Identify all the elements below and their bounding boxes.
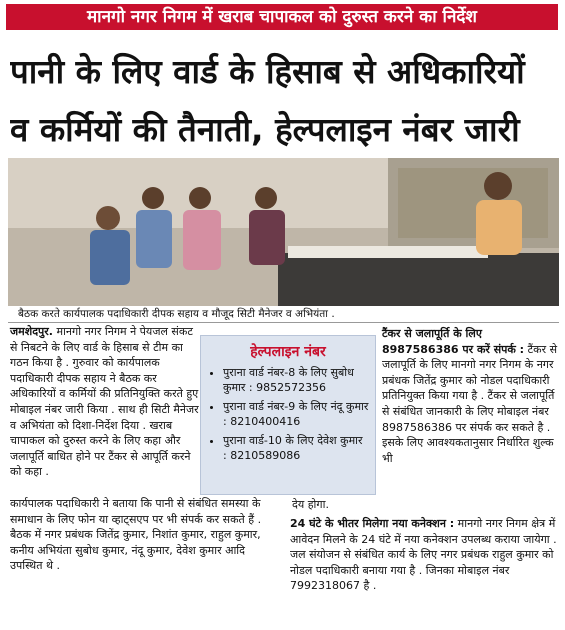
connection-lead: 24 घंटे के भीतर मिलेगा नया कनेक्शन : [290, 517, 455, 530]
tanker-number-lead: 8987586386 पर करें संपर्क : [382, 342, 525, 356]
article-left-text: मानगो नगर निगम ने पेयजल संकट से निबटने के लिए वार्ड के हिसाब से टीम का गठन किया है . गुरुवार को कार्यपालक पदाधिकारी दीपक सहाय ने बैठक कर अधिकारियों व कर्मियों की प्रतिनियुक्ति करते हुए मोबाइल नंबर जारी किया . साथ ही सिटी मैनेजर व अभियंता को दिशा-निर्देश दिया . खराब चापाकल को दुरुस्त करने के लिए कहा और जलापूर्ति बाधित होने पर टैंकर से आपूर्ति करने को कहा . [10, 325, 199, 479]
meeting-photo-illustration [8, 158, 559, 306]
helpline-item: • पुराना वार्ड नंबर-9 के लिए नंदू कुमार : 8210400416 [223, 399, 369, 429]
photo-caption: बैठक करते कार्यपालक पदाधिकारी दीपक सहाय व मौजूद सिटी मैनेजर व अभियंता . [18, 308, 335, 320]
tanker-heading: टैंकर से जलापूर्ति के लिए [382, 327, 482, 340]
helpline-item: • पुराना वार्ड-10 के लिए देवेश कुमार : 8210589086 [223, 433, 369, 463]
helpline-box [200, 335, 376, 495]
article-left-column [10, 324, 200, 480]
dateline: जमशेदपुर. [10, 325, 53, 338]
tanker-tail: देय होगा. [292, 498, 329, 511]
divider [8, 322, 559, 323]
headline-line-2: व कर्मियों की तैनाती, हेल्पलाइन नंबर जारी [10, 110, 520, 149]
article-bottom-text: कार्यपालक पदाधिकारी ने बताया कि पानी से संबंधित समस्या के समाधान के लिए फोन या व्हाट्सएप पर भी संपर्क कर सकते हैं . बैठक में नगर प्रबंधक जितेंद्र कुमार, निशांत कुमार, राहुल कुमार, कनीय अभियंता सुबोध कुमार, नंदू कुमार, देवेश कुमार आदि उपस्थित थे . [10, 497, 262, 573]
connection-section [290, 516, 558, 594]
meeting-photo [8, 158, 559, 306]
helpline-list [207, 365, 369, 463]
kicker-banner: मानगो नगर निगम में खराब चापाकल को दुरुस्त करने का निर्देश [6, 4, 558, 30]
helpline-title: हेल्पलाइन नंबर [250, 344, 326, 360]
tanker-text: टैंकर से जलापूर्ति के लिए मानगो नगर निगम के नगर प्रबंधक जितेंद्र कुमार को नोडल पदाधिकारी प्रतिनियुक्त किया गया है . टैंकर से जलापूर्ति से संबंधित जानकारी के लिए मोबाइल नंबर 8987586386 पर संपर्क कर सकते है . इसके लिए आवश्यकतानुसार निर्धारित शुल्क भी [382, 342, 558, 465]
article-bottom-left [10, 496, 278, 574]
helpline-item: • पुराना वार्ड नंबर-8 के लिए सुबोध कुमार : 9852572356 [223, 365, 369, 395]
connection-text: मानगो नगर निगम क्षेत्र में आवेदन मिलने के 24 घंटे में नया कनेक्शन उपलब्ध कराया जायेगा . जल संयोजन से संबंधित कार्य के लिए नगर प्रबंधक राहुल कुमार को नोडल पदाधिकारी बनाया गया है . जिनका मोबाइल नंबर 7992318067 है . [290, 517, 557, 593]
headline-line-1: पानी के लिए वार्ड के हिसाब से अधिकारियों [10, 52, 525, 91]
tanker-column [382, 326, 558, 466]
